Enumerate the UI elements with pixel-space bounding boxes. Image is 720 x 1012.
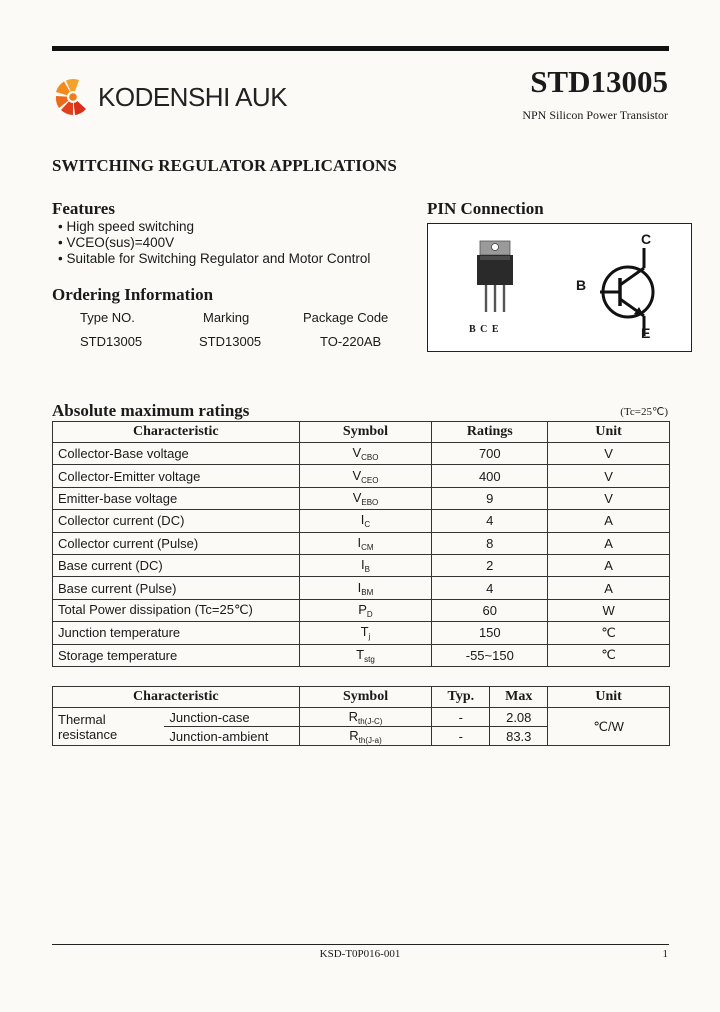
kodenshi-sun-icon (54, 78, 92, 116)
abs-max-condition: (Tc=25℃) (620, 406, 668, 418)
row-symbol: $I_C$ (299, 510, 432, 532)
row-rating: 9 (432, 487, 548, 509)
thermal-table (52, 686, 670, 746)
part-number: STD13005 (530, 64, 668, 99)
abs-max-heading: Absolute maximum ratings (52, 401, 250, 420)
footer-doc-code: KSD-T0P016-001 (319, 948, 401, 960)
thermal-sym-ja: $R_{th(J-a)}$ (299, 727, 432, 746)
row-symbol: $V_{EBO}$ (299, 487, 432, 509)
col-max: Max (490, 687, 548, 708)
table-row (53, 443, 670, 465)
table-row (53, 622, 670, 644)
pin-heading: PIN Connection (427, 199, 544, 218)
ordering-package-value: TO-220AB (320, 334, 382, 349)
row-characteristic: Collector-Emitter voltage (53, 465, 300, 487)
feature-item: • VCEO(sus)=400V (58, 235, 175, 250)
feature-item: • High speed switching (58, 219, 195, 234)
row-unit: W (548, 599, 670, 621)
col-ratings: Ratings (432, 422, 548, 443)
row-rating: 8 (432, 532, 548, 554)
bottom-rule (52, 944, 669, 945)
row-symbol: $V_{CEO}$ (299, 465, 432, 487)
thermal-typ-jc: - (432, 708, 490, 727)
row-characteristic: Collector-Base voltage (53, 443, 300, 465)
row-characteristic: Junction temperature (53, 622, 300, 644)
row-rating: 700 (432, 443, 548, 465)
thermal-sym-jc: $R_{th(J-C)}$ (299, 708, 432, 727)
row-symbol: $T_{stg}$ (299, 644, 432, 666)
col-symbol: Symbol (299, 422, 432, 443)
row-symbol: $I_{BM}$ (299, 577, 432, 599)
npn-transistor-symbol-icon (594, 242, 664, 342)
table-row (53, 465, 670, 487)
pin-label-emitter: E (641, 325, 651, 341)
row-symbol: $V_{CBO}$ (299, 443, 432, 465)
features-heading: Features (52, 199, 115, 218)
row-unit: ℃ (548, 622, 670, 644)
col-symbol: Symbol (299, 687, 432, 708)
ordering-col-package: Package Code (303, 310, 389, 325)
row-rating: 60 (432, 599, 548, 621)
row-symbol: $T_j$ (299, 622, 432, 644)
row-characteristic: Collector current (Pulse) (53, 532, 300, 554)
thermal-label: Thermal resistance (53, 708, 165, 746)
row-characteristic: Base current (DC) (53, 554, 300, 576)
ordering-marking-value: STD13005 (199, 334, 262, 349)
ordering-col-type: Type NO. (80, 310, 135, 325)
row-rating: 150 (432, 622, 548, 644)
table-header-row (53, 687, 670, 708)
ordering-col-marking: Marking (203, 310, 250, 325)
package-lead-labels: B C E (469, 324, 500, 335)
row-unit: V (548, 487, 670, 509)
pin-label-base: B (576, 277, 587, 293)
company-logo (54, 80, 287, 114)
row-symbol: $I_{CM}$ (299, 532, 432, 554)
row-rating: -55~150 (432, 644, 548, 666)
logo-wordmark: KODENSHI AUK (98, 81, 288, 112)
page-number: 1 (662, 948, 668, 960)
thermal-char-jc: Junction-case (164, 708, 299, 727)
table-row (53, 532, 670, 554)
thermal-max-ja: 83.3 (490, 727, 548, 746)
thermal-typ-ja: - (432, 727, 490, 746)
pin-connection-box (427, 223, 692, 352)
row-rating: 2 (432, 554, 548, 576)
table-row (53, 708, 670, 727)
col-unit: Unit (548, 687, 670, 708)
thermal-max-jc: 2.08 (490, 708, 548, 727)
row-rating: 400 (432, 465, 548, 487)
thermal-unit: ℃/W (548, 708, 670, 746)
abs-max-table (52, 421, 670, 667)
row-unit: V (548, 465, 670, 487)
row-unit: A (548, 510, 670, 532)
table-row (53, 644, 670, 666)
to220-package-icon (468, 238, 528, 328)
row-characteristic: Total Power dissipation (Tc=25℃) (53, 599, 300, 621)
col-typ: Typ. (432, 687, 490, 708)
col-characteristic: Characteristic (53, 687, 300, 708)
row-rating: 4 (432, 577, 548, 599)
feature-item: • Suitable for Switching Regulator and Motor Control (58, 251, 371, 266)
row-unit: V (548, 443, 670, 465)
table-header-row (53, 422, 670, 443)
page-title: SWITCHING REGULATOR APPLICATIONS (52, 156, 397, 175)
table-row (53, 554, 670, 576)
col-unit: Unit (548, 422, 670, 443)
row-unit: A (548, 554, 670, 576)
row-characteristic: Collector current (DC) (53, 510, 300, 532)
row-symbol: $I_B$ (299, 554, 432, 576)
table-row (53, 599, 670, 621)
row-symbol: $P_D$ (299, 599, 432, 621)
row-characteristic: Storage temperature (53, 644, 300, 666)
row-unit: ℃ (548, 644, 670, 666)
row-characteristic: Base current (Pulse) (53, 577, 300, 599)
row-unit: A (548, 532, 670, 554)
ordering-type-value: STD13005 (80, 334, 143, 349)
part-subtitle: NPN Silicon Power Transistor (522, 108, 668, 122)
top-rule (52, 46, 669, 51)
row-rating: 4 (432, 510, 548, 532)
table-row (53, 577, 670, 599)
table-row (53, 510, 670, 532)
row-characteristic: Emitter-base voltage (53, 487, 300, 509)
pin-label-collector: C (641, 231, 652, 247)
table-row (53, 487, 670, 509)
thermal-char-ja: Junction-ambient (164, 727, 299, 746)
col-characteristic: Characteristic (53, 422, 300, 443)
row-unit: A (548, 577, 670, 599)
ordering-heading: Ordering Information (52, 285, 214, 304)
